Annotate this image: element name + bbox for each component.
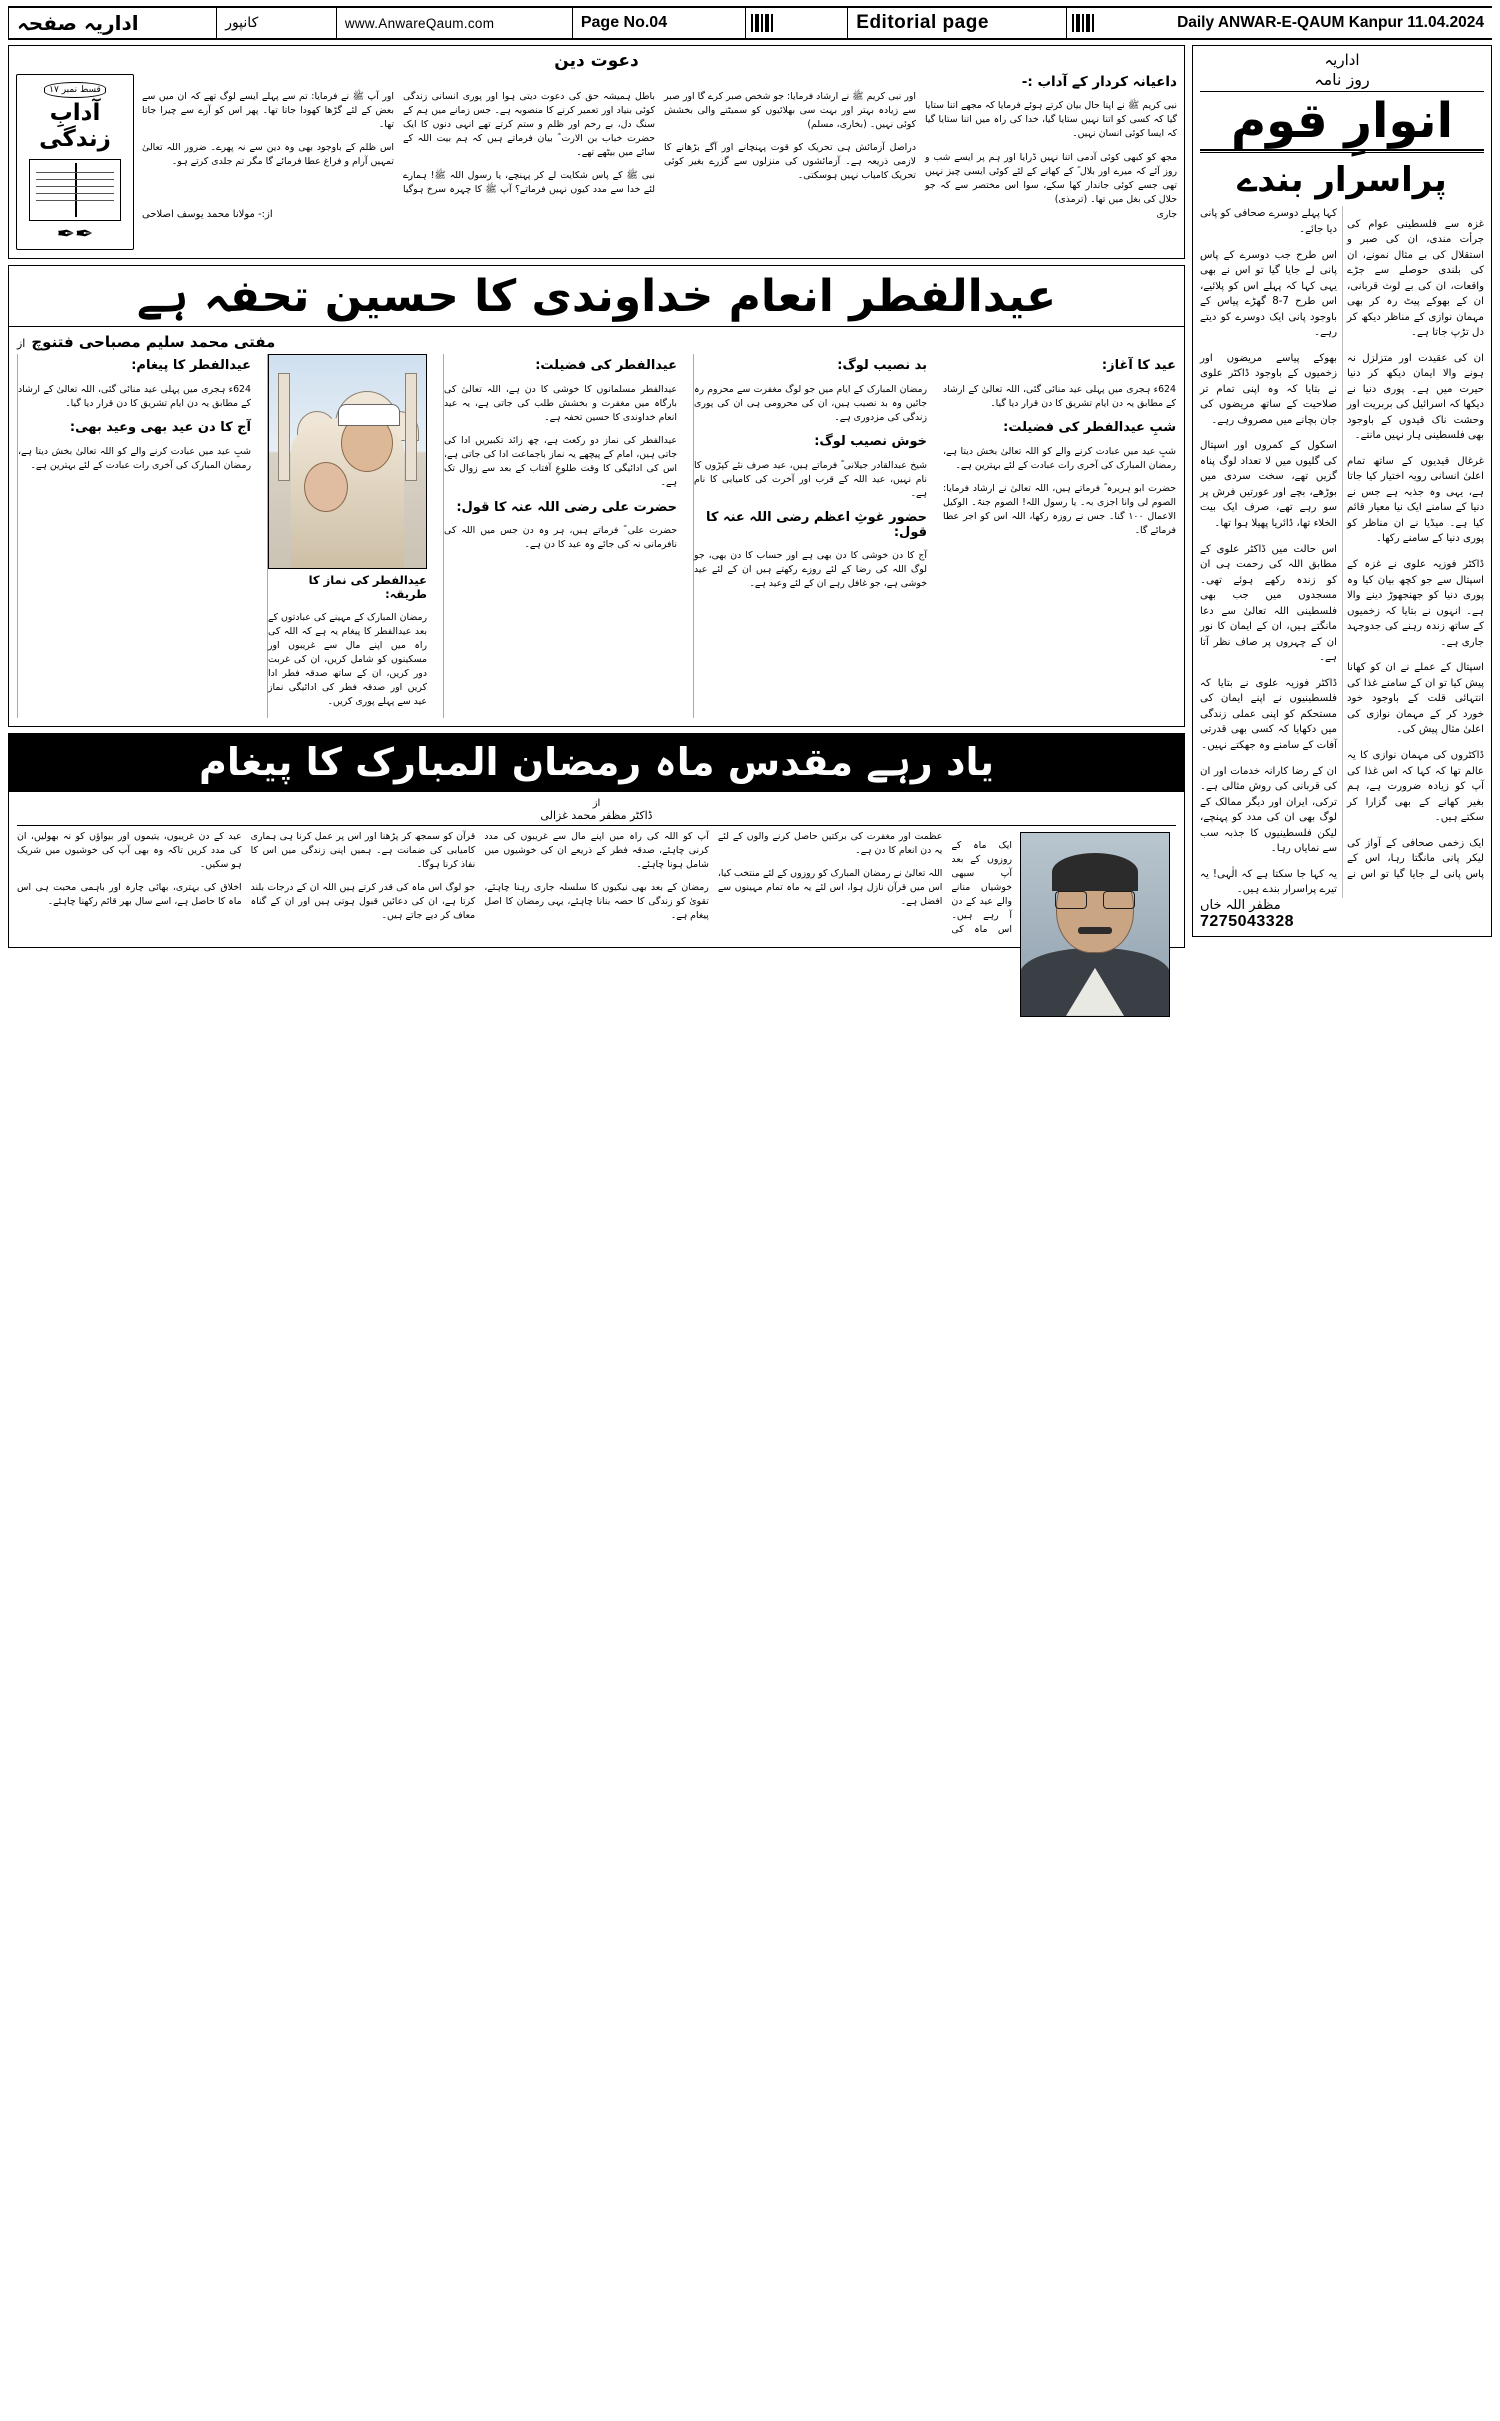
author-portrait-photo <box>1020 832 1170 1017</box>
eid-section-text: عیدالفطر کی نماز دو رکعت ہے، چھ زائد تکبیریں ادا کی جاتی ہیں، امام کے پیچھے یہ نماز باجماعت ادا کی جاتی ہے، اس کی ادائیگی کا وقت طلوعِ آفتاب کے بعد سے زوال تک ہے۔ <box>444 435 677 489</box>
website-url[interactable]: www.AnwareQaum.com <box>336 8 502 38</box>
eid-section-heading: عیدالفطر کا پیغام: <box>131 358 251 374</box>
editorial-paragraph: ان کی عقیدت اور متزلزل نہ ہونے والا ایمان دیکھ کر دنیا حیرت میں ہے۔ پوری دنیا نے دیکھا کہ اسرائیل کی بربریت اور وحشت ناک قیدوں کے باوجود بھی فلسطینی ہار نہیں مانتے۔ <box>1346 352 1484 442</box>
editorial-paragraph: ایک زخمی صحافی کے آواز کی لیکر پانی مانگتا رہا، اس کے پاس پانی لے جایا گیا تو اس نے کہا پہلے دوسرے صحافی کو پانی دیا جائے۔ <box>1200 208 1484 880</box>
editorial-kicker: اداریہ <box>1324 51 1360 69</box>
ramzan-body <box>17 830 1176 939</box>
dawat-paragraph: اور نبی کریم ﷺ نے ارشاد فرمایا: جو شخص صبر کرے گا اور صبر سے زیادہ بہتر اور بہت سی بھلائیوں کو سمیٹنے والی بخشش کوئی نہیں۔ (بخاری، مسلم) <box>664 91 916 130</box>
editorial-body <box>1200 206 1484 897</box>
eid-section-heading: آج کا دن عید بھی وعید بھی: <box>69 420 251 436</box>
eid-section-text: شبِ عید میں عبادت کرنے والے کو اللہ تعالیٰ بخش دیتا ہے، رمضان المبارک کی آخری رات عبادت کے لئے بہترین ہے۔ <box>18 445 251 471</box>
editorial-header <box>1200 51 1484 92</box>
dawat-e-deen-article <box>8 45 1185 259</box>
adab-zindagi-badge <box>16 74 134 250</box>
eid-col-5 <box>17 354 259 718</box>
eid-section-heading: عیدالفطر کی فضیلت: <box>535 358 677 374</box>
editorial-paragraph: غزہ سے فلسطینی عوام کی جرأت مندی، ان کی صبر و استقلال کی بے مثال نمونے، ان کی بلندی حوصلے سے جڑے واقعات، ان کی بے لوث قربانی، ان کے بھوکے پیٹ رہ کر بھی مہمان نوازی کے مناظر دیکھ کر دل تڑپ جاتا ہے۔ <box>1347 218 1484 339</box>
ramzan-headline: یاد رہے مقدس ماہ رمضان المبارک کا پیغام <box>9 734 1184 792</box>
eid-section-heading: خوش نصیب لوگ: <box>814 434 927 450</box>
eid-section-text: آج کا دن خوشی کا دن بھی ہے اور حساب کا دن بھی، جو لوگ اللہ کی رضا کے لئے روزے رکھتے ہیں ان کے لئے عید خوشی ہے، جو غافل رہے ان کے لئے وعید ہے۔ <box>694 550 927 590</box>
ramzan-az-label: از <box>592 797 601 809</box>
masthead-city-urdu: کانپور <box>216 8 266 38</box>
ramzan-byline: ڈاکٹر مظفر محمد غزالی <box>540 808 653 822</box>
editorial-paragraph: ڈاکٹروں کی مہمان نوازی کا یہ عالم تھا کہ کہا کہ اس غذا کی آپ کو زیادہ ضرورت ہے، ہم بغیر کھانے کے بھی گزارا کر سکتے ہیں۔ <box>1347 750 1484 824</box>
eid-section-text: 624ء ہجری میں پہلی عید منائی گئی، اللہ تعالیٰ کے ارشاد کے مطابق یہ دن ایام تشریق کا دن قرار دیا گیا۔ <box>943 383 1176 409</box>
eid-headline: عیدالفطر انعام خداوندی کا حسین تحفہ ہے <box>136 270 1057 322</box>
glasses-icon <box>1053 891 1137 907</box>
dawat-body <box>142 90 1177 207</box>
eid-section-text: شیخ عبدالقادر جیلانی ؓ فرماتے ہیں، عید صرف نئے کپڑوں کا نام نہیں، عید اللہ کے قرب اور آخرت کی کامیابی کا نام ہے۔ <box>694 459 927 499</box>
eid-section-text: رمضان المبارک کے مہینے کی عبادتوں کے بعد عیدالفطر کا پیغام یہ ہے کہ اللہ کی راہ میں اپنے مال سے غریبوں اور مسکینوں کو شامل کریں، ان کی غربت دور کریں، ان کے ساتھ صدقہ فطر ادا کریں اور صدقہ فطر کی ادائیگی نماز عید سے پہلے پوری کریں۔ <box>268 611 427 707</box>
dawat-paragraph: مجھ کو کبھی کوئی آدمی اتنا نہیں ڈرایا اور ہم پر ایسے شب و روز آئے کہ میرے اور بلال ؓ کے کھانے کے لئے کوئی ایسی چیز نہیں تھی جسے کوئی جاندار کھا سکے، سوا اس مختصر سے کہ جو حلال کی بغل میں تھا۔ (ترمذی) <box>925 151 1177 205</box>
dawat-paragraph: باطل ہمیشہ حق کی دعوت دیتی ہوا اور پوری انسانی زندگی کوئی بنیاد اور تعمیر کرنے کا منصوبہ ہے۔ جس زمانے میں ہم کے سنگ دل، بے رحم اور ظلم و ستم کرتے تھے انہی دنوں کا ایک حضرت خباب بن الارت ؓ بیان فرماتے ہیں کہ ہم بیت اللہ کے سائے میں بیٹھے تھے۔ <box>403 91 655 158</box>
editorial-paragraph: اس طرح جب دوسرے کے پاس پانی لے جایا گیا تو اس نے بھی یہی کہا کہ پہلے اس کو پلائیے، اس طرح 7-8 گھڑے پیاس کے باوجود پانی ایک دوسرے کو دیتے رہے۔ <box>1200 249 1337 339</box>
ramzan-paragraph: رمضان کے بعد بھی نیکیوں کا سلسلہ جاری رہنا چاہئے، تقویٰ کو زندگی کا حصہ بنانا چاہئے، یہی رمضان کا اصل پیغام ہے۔ <box>484 882 709 922</box>
eid-section-text: حضرت ابو ہریرہ ؓ فرماتے ہیں، اللہ تعالیٰ نے ارشاد فرمایا: الصوم لی وانا اجزی بہ۔ یا رسول اللہ! الصوم جنۃ۔ الوکیل الاعمال ۱۰۰ گنا۔ جس نے روزہ رکھا، اللہ اس کو اجر عطا فرمائے گا۔ <box>943 483 1176 537</box>
eid-section-text: رمضان المبارک کے ایام میں جو لوگ مغفرت سے محروم رہ جائیں وہ بد نصیب ہیں، ان کی محرومی ہی ان کی پوری زندگی کی مزدوری ہے۔ <box>694 383 927 423</box>
editorial-signature: مظفر اللہ خاں <box>1200 897 1281 913</box>
ramzan-paragraph: عید کے دن غریبوں، یتیموں اور بیواؤں کو نہ بھولیں، ان کی مدد کریں تاکہ وہ بھی آپ کی خوشیوں میں شریک ہو سکیں۔ <box>17 830 242 870</box>
eid-article-body <box>8 327 1185 727</box>
eid-section-heading: بد نصیب لوگ: <box>837 358 927 374</box>
section-label: Editorial page <box>847 8 997 38</box>
decorative-bars-icon <box>1066 8 1099 38</box>
paper-logo-urdu: انوارِ قوم <box>1230 93 1454 149</box>
masthead-left-title: Daily ANWAR-E-QAUM Kanpur 11.04.2024 <box>1177 14 1484 31</box>
page-number: Page No.04 <box>572 8 675 38</box>
top-content-area <box>8 45 1492 948</box>
eid-section-text: شبِ عید میں عبادت کرنے والے کو اللہ تعالیٰ بخش دیتا ہے، رمضان المبارک کی آخری رات عبادت کے لئے بہترین ہے۔ <box>943 445 1176 471</box>
editorial-paragraph: ڈاکٹر فوزیہ علوی نے غزہ کے اسپتال سے جو کچھ بیان کیا وہ پوری دنیا کو جھنجھوڑ دینے والا ہے۔ انہوں نے بتایا کہ زخمیوں کے ساتھ زندہ رہنے کی جدوجہد جاری ہے۔ <box>1347 559 1484 648</box>
eid-section-heading: عید کا آغاز: <box>1101 358 1176 374</box>
decorative-bars-icon-2 <box>745 8 778 38</box>
ramzan-paragraph: قرآن کو سمجھ کر پڑھنا اور اس پر عمل کرنا ہی ہماری کامیابی کی ضمانت ہے۔ ہمیں اپنی زندگی میں اس کا نفاذ کرنا ہوگا۔ <box>250 830 476 870</box>
eid-col-1 <box>943 354 1176 718</box>
editorial-paragraph: یہ کہا جا سکتا ہے کہ الٰہی! یہ تیرے پراسرار بندے ہیں۔ <box>1200 868 1337 896</box>
masthead <box>8 6 1492 40</box>
eid-section-heading: حضرت علی رضی اللہ عنہ کا قول: <box>456 499 677 515</box>
quill-pens-icon: ✒✒ <box>56 220 94 246</box>
eid-col-3 <box>443 354 685 718</box>
eid-section-text: 624ء ہجری میں پہلی عید منائی گئی، اللہ تعالیٰ کے ارشاد کے مطابق یہ دن ایام تشریق کا دن قرار دیا گیا۔ <box>18 383 251 409</box>
editorial-column <box>1192 45 1492 937</box>
dawat-paragraph: اس ظلم کے باوجود بھی وہ دین سے نہ پھرے۔ ضرور اللہ تعالیٰ تمہیں آرام و فراغ عطا فرمائے گا مگر تم جلدی کرتے ہو۔ <box>142 142 394 168</box>
editorial-paragraph: اسکول کے کمروں اور اسپتال کی گلیوں میں لا تعداد لوگ پناہ گزیں تھے، سخت سردی میں بوڑھے، بچے اور عورتیں فرش پر سو رہے تھے، صرف ایک بیت الخلاء تھا، ڈائریا پھیلا ہوا تھا۔ <box>1200 440 1337 529</box>
eid-section-heading: شبِ عیدالفطر کی فضیلت: <box>1003 420 1176 436</box>
eid-col-2 <box>693 354 935 718</box>
open-book-icon <box>29 159 121 221</box>
ramzan-paragraph: اللہ تعالیٰ نے رمضان المبارک کو روزوں کے لئے منتخب کیا، اس میں قرآن نازل ہوا، اس لئے یہ ماہ تمام مہینوں سے افضل ہے۔ <box>717 868 943 908</box>
dawat-continue-label: جاری <box>1156 208 1177 220</box>
eid-section-text: عیدالفطر مسلمانوں کا خوشی کا دن ہے، اللہ تعالیٰ کی بارگاہ میں مغفرت و بخشش طلب کی جاتی ہے، یہ عید انعام خداوندی کا حسین تحفہ ہے۔ <box>444 383 677 423</box>
ramzan-paragraph: ایک ماہ کے روزوں کے بعد آپ سبھی خوشیاں منانے والے عید کے دن آ رہے ہیں۔ اس ماہ کی عظمت اور مغفرت کی برکتیں حاصل کرنے والوں کے لئے یہ دن انعام کا دن ہے۔ <box>717 830 1012 936</box>
eid-photo <box>268 354 427 569</box>
installment-number: قسط نمبر ۱۷ <box>44 82 106 98</box>
eid-az-label: از <box>17 337 26 351</box>
eid-section-text: حضرت علی ؓ فرماتے ہیں، ہر وہ دن جس میں اللہ کی نافرمانی نہ کی جائے وہ عید کا دن ہے۔ <box>444 525 677 551</box>
eid-byline: مفتی محمد سلیم مصباحی فتنوچ <box>31 333 276 352</box>
divider <box>1200 149 1484 153</box>
editorial-paragraph: ڈاکٹر فوزیہ علوی نے بتایا کہ فلسطینیوں نے اپنے ایمان کی مستحکم کو اپنی عملی زندگی میں دکھایا کہ کسی بھی قدرتی آفات کے سامنے وہ جھکتے نہیں۔ <box>1200 677 1337 751</box>
dawat-byline: از:- مولانا محمد یوسف اصلاحی <box>142 208 273 220</box>
editorial-paragraph: ان کے رضا کارانہ خدمات اور ان کی قربانی کی روش مثالی ہے۔ ترکی، ایران اور دیگر ممالک کے لوگ بھی ان کی مدد کو پہنچے، لیکن فلسطینیوں کا جذبہ سب سے نمایاں رہا۔ <box>1200 765 1337 855</box>
eid-headline-banner <box>8 265 1185 328</box>
ramzan-paragraph: آپ کو اللہ کی راہ میں اپنے مال سے غریبوں کی مدد کرنی چاہئے، صدقہ فطر کے ذریعے ان کی خوشیوں میں شامل ہونا چاہئے۔ <box>484 830 709 870</box>
masthead-section-urdu: اداریہ صفحہ <box>8 8 147 38</box>
dawat-subtitle: داعیانہ کردار کے آداب :- <box>1021 74 1177 90</box>
dawat-paragraph: نبی کریم ﷺ نے اپنا حال بیان کرتے ہوئے فرمایا کہ مجھے اتنا ستایا گیا کہ کسی کو اتنا نہیں ستایا گیا، خدا کی راہ میں اتنا ستایا گیا کہ ایسا کوئی انسان نہیں۔ <box>925 100 1177 140</box>
eid-section-heading: عیدالفطر کی نماز کا طریقہ: <box>308 573 427 602</box>
prayer-cap-icon <box>338 404 400 426</box>
editorial-paragraph: اس حالت میں ڈاکٹر علوی کے مطابق اللہ کی رحمت ہی ان کو زندہ رکھے ہوئے تھی۔ مسجدوں میں جب بھی فلسطینی اللہ تعالیٰ سے دعا مانگتے ہیں، ان کے ایمان کا نور ان کے چہروں پر صاف نظر آتا ہے۔ <box>1200 543 1337 664</box>
ramzan-paragraph: جو لوگ اس ماہ کی قدر کرتے ہیں اللہ ان کے درجات بلند کرتا ہے، ان کی دعائیں قبول ہوتی ہیں اور ان کے گناہ معاف کر دیے جاتے ہیں۔ <box>250 882 476 922</box>
dawat-title: دعوت دین <box>554 51 639 71</box>
child-head-2 <box>304 462 348 512</box>
ramzan-message-article <box>8 733 1185 948</box>
editorial-paragraph: بھوکے پیاسے مریضوں اور زخمیوں کے باوجود ڈاکٹر علوی نے بتایا کہ وہ اپنی تمام تر صلاحیت کے ساتھ مریضوں کی جان بچانے میں مصروف رہے۔ <box>1200 352 1337 426</box>
editorial-kicker-2: روز نامہ <box>1314 70 1370 89</box>
ramzan-paragraph: اخلاق کی بہتری، بھائی چارہ اور باہمی محبت ہی اس ماہ کا حاصل ہے، اسے سال بھر قائم رکھنا چاہئے۔ <box>17 882 242 908</box>
editorial-paragraph: غرغال قیدیوں کے ساتھ تمام اعلیٰ انسانی رویہ اختیار کیا جاتا ہے، یہی وہ جذبہ ہے جس نے دنیا کے سامنے ایک نیا معیار قائم کیا ہے۔ میڈیا نے ان مناظر کو پوری دنیا کے سامنے رکھا۔ <box>1347 455 1484 545</box>
main-column <box>8 45 1185 948</box>
editorial-headline: پراسرار بندے <box>1237 160 1447 201</box>
eid-col-photo <box>267 354 435 718</box>
eid-section-heading: حضور غوثِ اعظم رضی اللہ عنہ کا قول: <box>706 510 927 541</box>
dawat-paragraph: نبی ﷺ کے پاس شکایت لے کر پہنچے، یا رسول اللہ ﷺ! ہمارے لئے خدا سے مدد کیوں نہیں فرماتے؟ آپ ﷺ کا چہرہ سرخ ہوگیا اور آپ ﷺ نے فرمایا: تم سے پہلے ایسے لوگ تھے کہ ان میں سے بعض کے لئے گڑھا کھودا جاتا تھا۔ پھر اس کو آرے سے چیرا جاتا تھا۔ <box>142 91 655 196</box>
adab-badge-title: آدابِ زندگی <box>39 100 111 153</box>
editorial-paragraph: اسپتال کے عملے نے ان کو کھانا پیش کیا تو ان کے سامنے غذا کی انتہائی قلت کے باوجود خود خورد کر کے مہمان نوازی کی اعلیٰ مثال پیش کی۔ <box>1347 662 1484 736</box>
editorial-phone: 7275043328 <box>1200 912 1294 930</box>
dawat-paragraph: دراصل آزمائش ہی تحریک کو قوت پہنچانے اور آگے بڑھانے کا لازمی ذریعہ ہے۔ آزمائشوں کی منزلوں سے گزرے بغیر کوئی تحریک کامیاب نہیں ہوسکتی۔ <box>664 142 916 182</box>
